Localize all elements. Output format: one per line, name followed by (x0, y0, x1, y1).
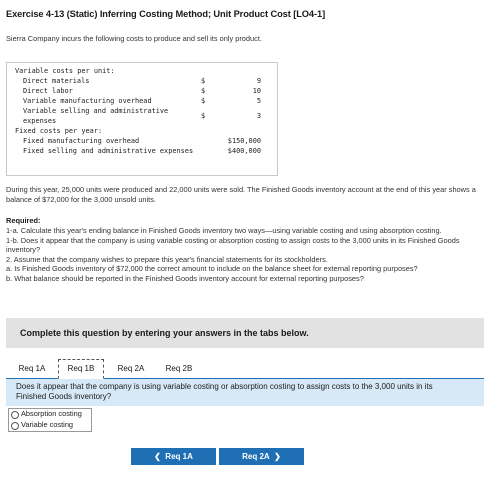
tab-req-2a[interactable]: Req 2A (110, 360, 152, 377)
cost-value: $150,000 (227, 137, 261, 145)
fixed-costs-header: Fixed costs per year: (15, 127, 103, 135)
question-text: Does it appear that the company is using variable costing or absorption costing to assign costs to the 3,000 units in its Finished Goods inventory? (16, 382, 433, 401)
tab-req-2b[interactable]: Req 2B (158, 360, 200, 377)
required-item: b. What balance should be reported in the Finished Goods inventory account for external reporting purposes? (6, 273, 364, 283)
cost-value: 9 (256, 77, 261, 85)
scenario-paragraph: During this year, 25,000 units were produced and 22,000 units were sold. The Finished Goods inventory account at the end of this year shows a balance of $72,000 for the 3,000 unsold units. (6, 185, 476, 204)
answer-options (8, 408, 92, 432)
table-row (7, 76, 261, 86)
required-item: 1-a. Calculate this year's ending balance in Finished Goods inventory two ways—using variable costing and using absorption costing. (6, 226, 442, 235)
cost-value: 10 (252, 87, 261, 95)
cost-label: Direct labor (23, 87, 73, 95)
option-label: Variable costing (21, 420, 74, 429)
table-row (7, 136, 261, 146)
variable-costs-header: Variable costs per unit: (15, 67, 115, 75)
option-variable-costing[interactable] (9, 420, 91, 431)
tab-req-1b[interactable]: Req 1B (58, 359, 104, 379)
req-tabs (6, 358, 484, 379)
question-box (6, 379, 484, 406)
dollar-sign: $ (201, 77, 206, 85)
tab-req-1a[interactable]: Req 1A (12, 360, 52, 377)
cost-value: 3 (256, 112, 261, 120)
table-row (7, 146, 261, 156)
next-req-label: Req 2A (242, 452, 270, 461)
radio-button-icon[interactable] (11, 411, 19, 419)
table-row (7, 86, 261, 96)
cost-label: Variable manufacturing overhead (23, 97, 152, 105)
dollar-sign: $ (201, 87, 206, 95)
complete-banner (6, 318, 484, 348)
cost-label: Fixed selling and administrative expenses (23, 147, 194, 155)
required-list (6, 226, 486, 284)
cost-table (6, 62, 278, 176)
dollar-sign: $ (201, 97, 206, 105)
required-heading: Required: (6, 216, 41, 225)
required-item: 2. Assume that the company wishes to prepare this year's financial statements for its stockholders. (6, 254, 328, 264)
required-item: a. Is Finished Goods inventory of $72,000 the correct amount to include on the balance sheet for external reporting purposes? (6, 264, 418, 274)
dollar-sign: $ (201, 112, 206, 120)
cost-value: $400,000 (227, 147, 261, 155)
prev-req-button[interactable] (131, 448, 216, 465)
cost-label: Direct materials (23, 77, 90, 85)
chevron-left-icon: ❮ (154, 452, 161, 461)
required-item: 1-b. Does it appear that the company is using variable costing or absorption costing to assign costs to the 3,000 units in its Finished Goods inventory? (6, 235, 460, 255)
cost-label: Fixed manufacturing overhead (23, 137, 140, 145)
cost-value: 5 (256, 97, 261, 105)
prev-req-label: Req 1A (165, 452, 193, 461)
table-row (7, 106, 261, 126)
option-label: Absorption costing (21, 409, 82, 418)
cost-label-text: Variable selling and administrative expenses (23, 107, 169, 125)
next-req-button[interactable] (219, 448, 304, 465)
chevron-right-icon: ❯ (274, 452, 281, 461)
table-row (7, 96, 261, 106)
intro-text: Sierra Company incurs the following costs to produce and sell its only product. (6, 34, 262, 43)
option-absorption-costing[interactable] (9, 409, 91, 420)
complete-banner-text: Complete this question by entering your answers in the tabs below. (20, 328, 309, 338)
cost-table-body (7, 66, 261, 156)
cost-label (7, 106, 201, 126)
exercise-title: Exercise 4-13 (Static) Inferring Costing Method; Unit Product Cost [LO4-1] (6, 9, 326, 19)
radio-button-icon[interactable] (11, 422, 19, 430)
